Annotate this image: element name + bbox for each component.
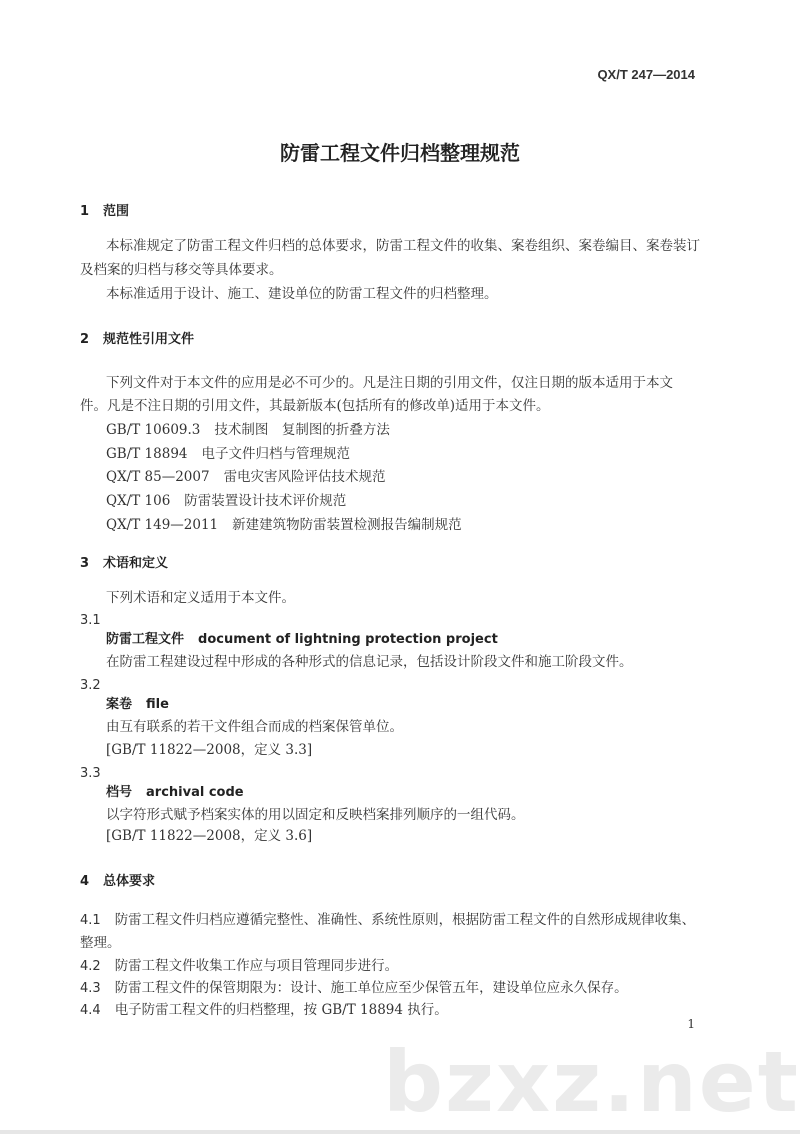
reference-title: 电子文件归档与管理规范 bbox=[201, 446, 350, 462]
reference-code: QX/T 85—2007 bbox=[106, 469, 210, 485]
paragraph: 及档案的归档与移交等具体要求。 bbox=[80, 262, 283, 278]
term-zh: 档号 bbox=[106, 785, 133, 800]
section-title: 术语和定义 bbox=[103, 556, 169, 571]
term-en: archival code bbox=[146, 785, 244, 800]
section-number: 4 bbox=[80, 874, 90, 889]
paragraph: 下列文件对于本文件的应用是必不可少的。凡是注日期的引用文件，仅注日期的版本适用于本文 bbox=[106, 375, 673, 391]
reference-item bbox=[106, 492, 346, 510]
watermark-logo: bzxz.net bbox=[383, 1033, 800, 1131]
reference-code: QX/T 149—2011 bbox=[106, 517, 219, 533]
clause-text: 防雷工程文件收集工作应与项目管理同步进行。 bbox=[114, 958, 399, 974]
term-source: [GB/T 11822—2008，定义 3.6] bbox=[106, 828, 313, 844]
clause-continuation: 整理。 bbox=[80, 935, 121, 951]
paragraph: 本标准适用于设计、施工、建设单位的防雷工程文件的归档整理。 bbox=[106, 286, 498, 302]
term-heading bbox=[106, 696, 169, 714]
clause-text: 防雷工程文件的保管期限为：设计、施工单位应至少保管五年，建设单位应永久保存。 bbox=[114, 980, 628, 996]
reference-title: 雷电灾害风险评估技术规范 bbox=[223, 469, 386, 485]
reference-item bbox=[106, 421, 390, 439]
clause bbox=[80, 957, 398, 976]
section-number: 3 bbox=[80, 556, 90, 571]
term-heading bbox=[106, 784, 244, 802]
paragraph: 件。凡是不注日期的引用文件，其最新版本(包括所有的修改单)适用于本文件。 bbox=[80, 398, 550, 414]
clause bbox=[80, 979, 628, 998]
page-number: 1 bbox=[687, 1017, 695, 1031]
clause-text: 防雷工程文件归档应遵循完整性、准确性、系统性原则，根据防雷工程文件的自然形成规律收集、 bbox=[114, 912, 696, 928]
section-title: 规范性引用文件 bbox=[103, 332, 195, 347]
clause bbox=[80, 911, 695, 930]
reference-code: QX/T 106 bbox=[106, 493, 171, 509]
section-title: 总体要求 bbox=[103, 874, 156, 889]
clause-number: 4.3 bbox=[80, 981, 101, 996]
reference-item bbox=[106, 445, 350, 463]
term-number: 3.3 bbox=[80, 766, 101, 781]
section-number: 2 bbox=[80, 332, 90, 347]
section-1-heading bbox=[80, 203, 129, 221]
term-heading bbox=[106, 631, 498, 649]
term-en: document of lightning protection project bbox=[198, 632, 498, 647]
paragraph: 本标准规定了防雷工程文件归档的总体要求，防雷工程文件的收集、案卷组织、案卷编目、案卷装订 bbox=[106, 238, 700, 254]
clause bbox=[80, 1001, 448, 1020]
standard-number: QX/T 247—2014 bbox=[597, 67, 695, 82]
term-number: 3.2 bbox=[80, 678, 101, 693]
term-zh: 防雷工程文件 bbox=[106, 632, 185, 647]
clause-number: 4.4 bbox=[80, 1003, 101, 1018]
reference-title: 技术制图 复制图的折叠方法 bbox=[214, 422, 390, 438]
reference-item bbox=[106, 516, 462, 534]
section-3-heading bbox=[80, 555, 168, 573]
term-definition: 以字符形式赋予档案实体的用以固定和反映档案排列顺序的一组代码。 bbox=[106, 807, 525, 823]
section-2-heading bbox=[80, 331, 194, 349]
section-number: 1 bbox=[80, 204, 90, 219]
term-definition: 在防雷工程建设过程中形成的各种形式的信息记录，包括设计阶段文件和施工阶段文件。 bbox=[106, 654, 633, 670]
term-source: [GB/T 11822—2008，定义 3.3] bbox=[106, 742, 313, 758]
section-4-heading bbox=[80, 873, 155, 891]
section-title: 范围 bbox=[103, 204, 130, 219]
reference-code: GB/T 18894 bbox=[106, 446, 188, 462]
clause-text: 电子防雷工程文件的归档整理，按 GB/T 18894 执行。 bbox=[114, 1002, 448, 1018]
reference-code: GB/T 10609.3 bbox=[106, 422, 201, 438]
reference-title: 防雷装置设计技术评价规范 bbox=[184, 493, 347, 509]
term-en: file bbox=[146, 697, 169, 712]
term-number: 3.1 bbox=[80, 613, 101, 628]
clause-number: 4.1 bbox=[80, 913, 101, 928]
reference-item bbox=[106, 468, 386, 486]
term-definition: 由互有联系的若干文件组合而成的档案保管单位。 bbox=[106, 719, 403, 735]
term-zh: 案卷 bbox=[106, 697, 133, 712]
reference-title: 新建建筑物防雷装置检测报告编制规范 bbox=[232, 517, 462, 533]
paragraph: 下列术语和定义适用于本文件。 bbox=[106, 590, 295, 606]
clause-number: 4.2 bbox=[80, 959, 101, 974]
document-title: 防雷工程文件归档整理规范 bbox=[280, 141, 520, 165]
